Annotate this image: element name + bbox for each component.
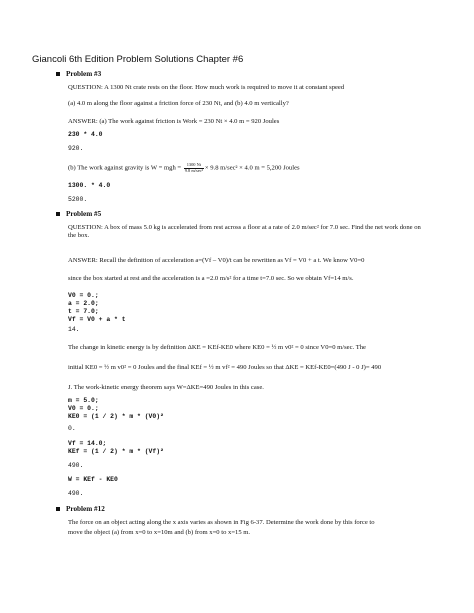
ke-paragraph-line-3: J. The work-kinetic energy theorem says W=ΔKE=490 Joules in this case. (68, 384, 264, 391)
problem-3-question: QUESTION: A 1300 Nt crate rests on the floor. How much work is required to move it at constant speed (68, 84, 345, 91)
ke-paragraph-line-2: initial KE0 = ½ m v0² = 0 Joules and the final KEf = ½ m vf² = 490 Joules so that ΔKE = KEf-KE0=(490 J - 0 J)= 490 (68, 364, 382, 371)
code-output: 490. (68, 490, 84, 497)
problem-12-header: Problem #12 (56, 505, 105, 513)
bullet-icon (56, 507, 60, 511)
code-output: 490. (68, 462, 84, 469)
code-output: 0. (68, 425, 76, 432)
code-line: Vf = 14.0; (68, 440, 107, 447)
code-output: 14. (68, 326, 80, 333)
code-line: V0 = 0.; (68, 292, 99, 299)
problem-3-answer-b: (b) The work against gravity is W = mgh = $\frac{1300 Nt}{\text{9.8 m/sec²}}$ × 9.8 m/sec² × 4.0 m = 5,200 Joules (68, 162, 300, 173)
code-line: m = 5.0; (68, 397, 99, 404)
code-output: 920. (68, 145, 84, 152)
ke-paragraph-line-1: The change in kinetic energy is by definition ΔKE = KEf-KE0 where KE0 = ½ m v0² = 0 since V0=0 m/sec. The (68, 344, 366, 351)
problem-3-header: Problem #3 (56, 70, 101, 78)
code-line: V0 = 0.; (68, 405, 99, 412)
problem-3-answer-a: ANSWER: (a) The work against friction is Work = 230 Nt × 4.0 m = 920 Joules (68, 118, 280, 125)
problem-12-line-2: move the object (a) from x=0 to x=10m and (b) from x=0 to x=15 m. (68, 529, 251, 536)
code-input: 1300. * 4.0 (68, 182, 111, 189)
problem-12-line-1: The force on an object acting along the x axis varies as shown in Fig 6-37. Determine the work done by this force to (68, 519, 375, 526)
bullet-icon (56, 72, 60, 76)
problem-5-answer-line-2: since the box started at rest and the acceleration is a =2.0 m/s² for a time t=7.0 sec. So we obtain Vf=14 m/s. (68, 275, 354, 282)
problem-5-question: QUESTION: A box of mass 5.0 kg is accelerated from rest across a floor at a rate of 2.0 m/sec² for 7.0 sec. Find the net work done on the box. (68, 224, 421, 240)
code-line: t = 7.0; (68, 308, 99, 315)
code-line: KEf = (1 / 2) * m * (Vf)² (68, 448, 164, 455)
code-line: KE0 = (1 / 2) * m * (V0)² (68, 413, 164, 420)
code-output: 5200. (68, 196, 88, 203)
code-input: W = KEf - KE0 (68, 476, 118, 483)
code-input: 230 * 4.0 (68, 131, 103, 138)
problem-5-header: Problem #5 (56, 210, 101, 218)
bullet-icon (56, 212, 60, 216)
problem-5-answer-line-1: ANSWER: Recall the definition of acceleration a=(Vf – V0)/t can be rewritten as Vf = V0 + a t. We know V0=0 (68, 257, 365, 264)
fraction: $\frac{1300 Nt}{\text{9.8 m/sec²}}$ (184, 162, 203, 173)
code-line: a = 2.0; (68, 300, 99, 307)
code-line: Vf = V0 + a * t (68, 316, 126, 323)
problem-3-part-a: (a) 4.0 m along the floor against a friction force of 230 Nt, and (b) 4.0 m vertically? (68, 100, 289, 107)
page-title: Giancoli 6th Edition Problem Solutions Chapter #6 (32, 54, 244, 65)
